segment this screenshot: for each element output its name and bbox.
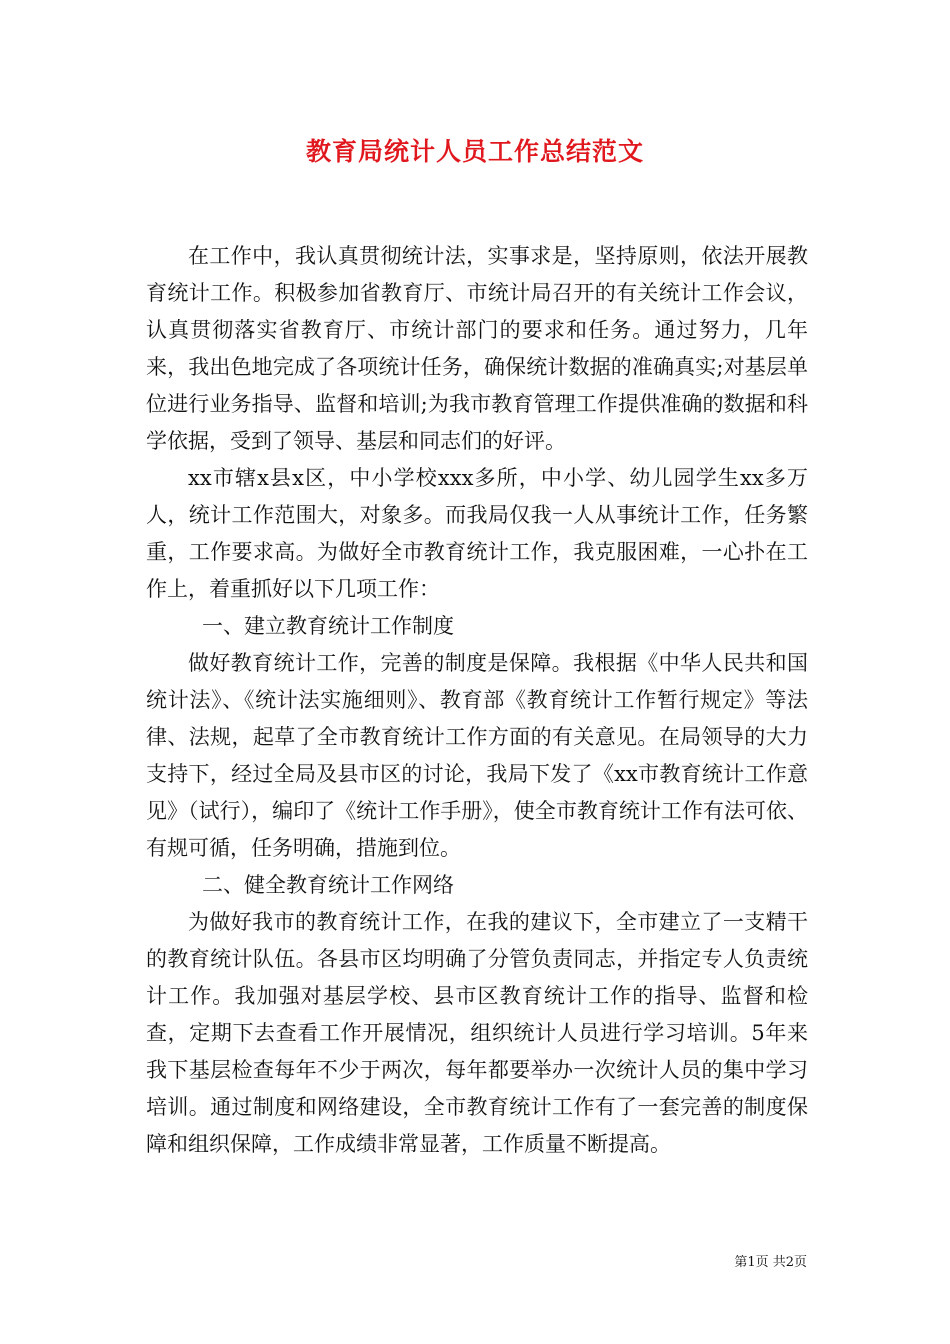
paragraph-section-2: 为做好我市的教育统计工作，在我的建议下，全市建立了一支精干的教育统计队伍。各县市区均明确了分管负责同志，并指定专人负责统计工作。我加强对基层学校、县市区教育统计工作的指导、监督和检查，定期下去查看工作开展情况，组织统计人员进行学习培训。5年来我下基层检查每年不少于两次，每年都要举办一次统计人员的集中学习培训。通过制度和网络建设，全市教育统计工作有了一套完善的制度保障和组织保障，工作成绩非常显著，工作质量不断提高。 [146,910,808,1156]
section-heading-1: 一、建立教育统计工作制度 [202,614,454,638]
document-body [146,238,808,1163]
page-title: 教育局统计人员工作总结范文 [305,137,644,166]
paragraph-section-1: 做好教育统计工作，完善的制度是保障。我根据《中华人民共和国统计法》、《统计法实施细则》、教育部《教育统计工作暂行规定》等法律、法规，起草了全市教育统计工作方面的有关意见。在局领导的大力支持下，经过全局及县市区的讨论，我局下发了《xx市教育统计工作意见》（试行），编印了《统计工作手册》，使全市教育统计工作有法可依、有规可循，任务明确，措施到位。 [146,651,808,860]
paragraph-intro: 在工作中，我认真贯彻统计法，实事求是，坚持原则，依法开展教育统计工作。积极参加省教育厅、市统计局召开的有关统计工作会议，认真贯彻落实省教育厅、市统计部门的要求和任务。通过努力，几年来，我出色地完成了各项统计任务，确保统计数据的准确真实;对基层单位进行业务指导、监督和培训;为我市教育管理工作提供准确的数据和科学依据，受到了领导、基层和同志们的好评。 [146,244,808,453]
page-number-footer: 第1页 共2页 [734,1255,807,1270]
section-heading-2: 二、健全教育统计工作网络 [202,873,454,897]
paragraph-overview: xx市辖x县x区，中小学校xxx多所，中小学、幼儿园学生xx多万人，统计工作范围大，对象多。而我局仅我一人从事统计工作，任务繁重，工作要求高。为做好全市教育统计工作，我克服困难，一心扑在工作上，着重抓好以下几项工作： [146,466,808,601]
